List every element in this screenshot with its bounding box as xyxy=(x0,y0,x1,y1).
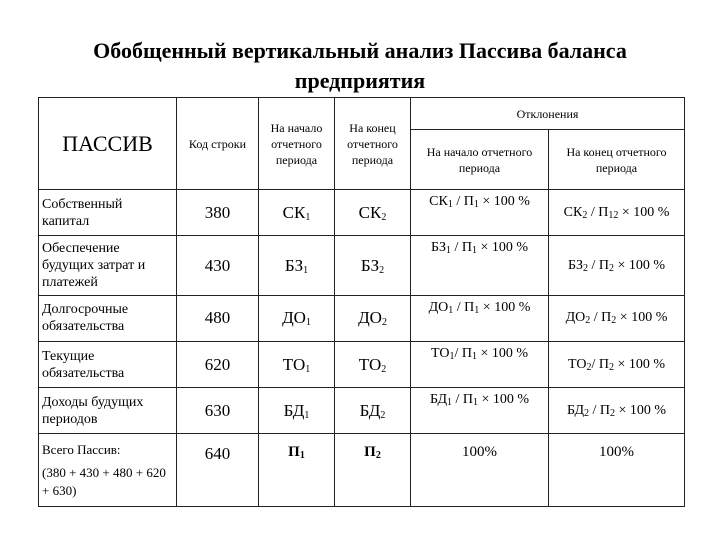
row-end-value: $БЗ_2$ xyxy=(335,236,411,295)
row-dev-end: $БЗ_2 / П_2 \times 100$ % xyxy=(549,236,685,295)
header-passiv: ПАССИВ xyxy=(39,98,177,190)
row-start-value: $БД_1$ xyxy=(259,388,335,434)
total-title: Всего Пассив: xyxy=(42,441,121,457)
row-label: Долгосрочные обязательства xyxy=(39,295,177,341)
row-code: 430 xyxy=(177,236,259,295)
table-row xyxy=(39,388,685,434)
header-row-top xyxy=(39,98,685,130)
row-code: 630 xyxy=(177,388,259,434)
row-end-value: $БД_2$ xyxy=(335,388,411,434)
total-label xyxy=(39,434,177,507)
header-end: На конец отчетного периода xyxy=(335,98,411,190)
total-row xyxy=(39,434,685,507)
row-code: 480 xyxy=(177,295,259,341)
total-start-value: $П_1$ xyxy=(259,434,335,507)
total-dev-start: 100% xyxy=(411,434,549,507)
row-end-value: $ТО_2$ xyxy=(335,341,411,387)
total-formula: (380 + 430 + 480 + 620 + 630) xyxy=(42,464,166,498)
row-label: Собственный капитал xyxy=(39,190,177,236)
table-row xyxy=(39,341,685,387)
row-start-value: $СК_1$ xyxy=(259,190,335,236)
row-dev-start: $СК_1 / П_1 \times 100$ % xyxy=(411,190,549,236)
row-dev-start: $ТО_1/$ $П_1 \times 100$ % xyxy=(411,341,549,387)
row-dev-start: $ДО_1 / П_1 \times 100$ % xyxy=(411,295,549,341)
row-start-value: $ДО_1$ xyxy=(259,295,335,341)
table-row xyxy=(39,236,685,295)
row-dev-start: $БД_1 / П_1 \times 100$ % xyxy=(411,388,549,434)
row-start-value: $ТО_1$ xyxy=(259,341,335,387)
total-end-value: $П_2$ xyxy=(335,434,411,507)
row-dev-start: $БЗ_1 / П_1 \times 100$ % xyxy=(411,236,549,295)
row-code: 620 xyxy=(177,341,259,387)
row-label: Обеспечение будущих затрат и платежей xyxy=(39,236,177,295)
total-code: 640 xyxy=(177,434,259,507)
table-row xyxy=(39,190,685,236)
header-start: На начало отчетного периода xyxy=(259,98,335,190)
header-code: Код строки xyxy=(177,98,259,190)
row-end-value: $ДО_2$ xyxy=(335,295,411,341)
table-row xyxy=(39,295,685,341)
row-label: Доходы будущих периодов xyxy=(39,388,177,434)
page-title: Обобщенный вертикальный анализ Пассива баланса предприятия xyxy=(93,38,627,93)
header-dev-start: На начало отчетного периода xyxy=(411,129,549,189)
row-dev-end: $БД_2 / П_2 \times 100$ % xyxy=(549,388,685,434)
row-code: 380 xyxy=(177,190,259,236)
row-dev-end: $СК_2 / П_{12} \times 100$ % xyxy=(549,190,685,236)
row-label: Текущие обязательства xyxy=(39,341,177,387)
total-dev-end: 100% xyxy=(549,434,685,507)
row-start-value: $БЗ_1$ xyxy=(259,236,335,295)
row-dev-end: $ДО_2 / П_2 \times 100$ % xyxy=(549,295,685,341)
row-end-value: $СК_2$ xyxy=(335,190,411,236)
row-dev-end: $ТО_2/$ $П_2 \times 100$ % xyxy=(549,341,685,387)
passive-balance-table xyxy=(38,97,685,507)
header-deviations: Отклонения xyxy=(411,98,685,130)
header-dev-end: На конец отчетного периода xyxy=(549,129,685,189)
